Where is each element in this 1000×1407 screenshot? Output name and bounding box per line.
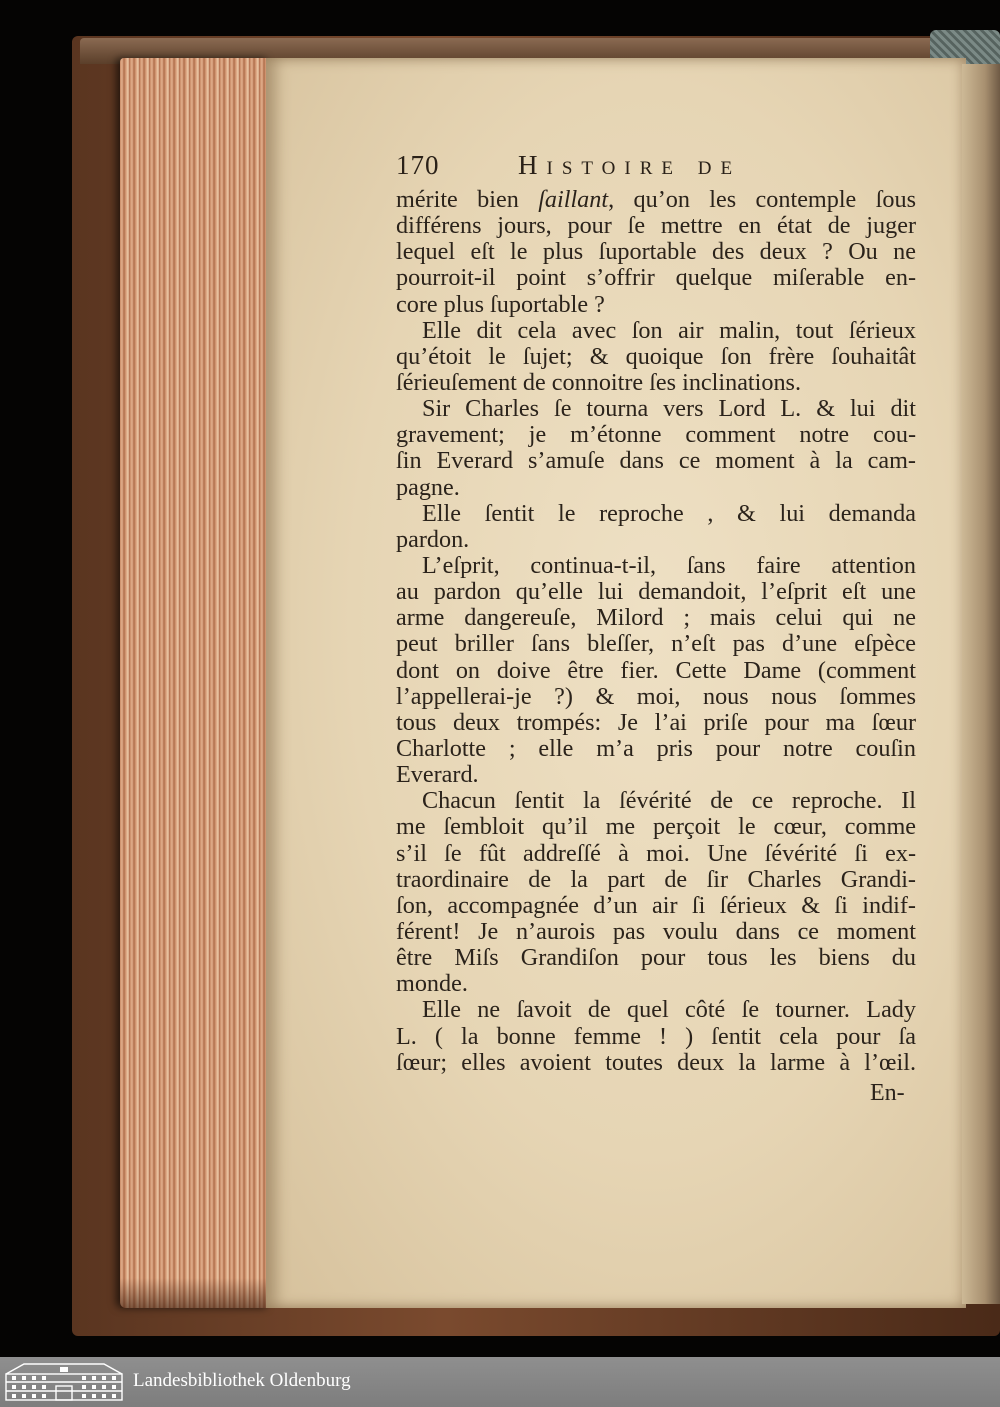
text-line bbox=[396, 344, 916, 370]
text-line bbox=[396, 1024, 916, 1050]
text-line bbox=[396, 239, 916, 265]
text-line bbox=[396, 448, 916, 474]
text-line bbox=[396, 997, 916, 1023]
text-line bbox=[396, 841, 916, 867]
text-segment: tous deux trompés: Je l’ai priſe pour ma ſœur bbox=[396, 708, 916, 736]
text-segment: dont on doive être fier. Cette Dame (comment bbox=[396, 656, 916, 684]
text-segment: au pardon qu’elle lui demandoit, l’eſprit eſt une bbox=[396, 578, 916, 606]
text-segment: différens jours, pour ſe mettre en état de juger bbox=[396, 212, 916, 240]
text-segment: ſin Everard s’amuſe dans ce moment à la cam- bbox=[396, 447, 916, 475]
running-head: Histoire de bbox=[518, 150, 742, 180]
text-segment: ſérieuſement de connoitre ſes inclinations. bbox=[396, 368, 802, 396]
text-segment: qu’étoit le ſujet; & quoique ſon frère ſouhaitât bbox=[396, 342, 916, 370]
text-line bbox=[396, 501, 916, 527]
text-line bbox=[396, 396, 916, 422]
text-segment: , qu’on les contemple ſous bbox=[608, 186, 916, 213]
text-segment: L. ( la bonne femme ! ) ſentit cela pour ſa bbox=[396, 1022, 916, 1050]
text-line bbox=[396, 527, 916, 553]
text-line bbox=[396, 814, 916, 840]
text-segment: pagne. bbox=[396, 473, 460, 501]
text-segment: monde. bbox=[396, 970, 468, 998]
library-name: Landesbibliothek Oldenburg bbox=[133, 1370, 351, 1391]
text-segment: Elle ne ſavoit de quel côté ſe tourner. Lady bbox=[422, 996, 916, 1024]
catchword: En- bbox=[870, 1080, 905, 1106]
text-segment: pardon. bbox=[396, 525, 470, 553]
text-line bbox=[396, 292, 916, 318]
page-body-text bbox=[396, 187, 916, 1076]
text-line bbox=[396, 762, 916, 788]
page-edges bbox=[120, 58, 270, 1308]
text-segment: l’appellerai-je ?) & moi, nous nous ſommes bbox=[396, 682, 916, 710]
text-segment: core plus ſuportable ? bbox=[396, 290, 605, 318]
text-segment: Charlotte ; elle m’a pris pour notre couſin bbox=[396, 734, 916, 762]
text-line bbox=[396, 867, 916, 893]
text-segment: Sir Charles ſe tourna vers Lord L. & lui dit bbox=[422, 395, 916, 423]
text-line bbox=[396, 187, 916, 213]
page-header bbox=[396, 150, 920, 186]
text-segment: Everard. bbox=[396, 761, 479, 789]
text-segment: L’eſprit, continua-t-il, ſans faire attention bbox=[422, 551, 916, 579]
text-line bbox=[396, 213, 916, 239]
page-number: 170 bbox=[396, 150, 440, 180]
facing-page-edge bbox=[962, 64, 1000, 1304]
text-line bbox=[396, 1050, 916, 1076]
text-segment: arme dangereuſe, Milord ; mais celui qui ne bbox=[396, 604, 916, 632]
italic-text: ſaillant bbox=[538, 186, 609, 213]
text-line bbox=[396, 893, 916, 919]
library-building-icon bbox=[2, 1360, 126, 1404]
library-footer bbox=[0, 1357, 1000, 1407]
text-line bbox=[396, 710, 916, 736]
text-segment: ſœur; elles avoient toutes deux la larme à l’œil. bbox=[396, 1048, 916, 1076]
text-segment: Elle ſentit le reproche , & lui demanda bbox=[422, 499, 916, 527]
text-segment: peut briller ſans bleſſer, n’eſt pas d’une eſpèce bbox=[396, 630, 916, 658]
text-line bbox=[396, 631, 916, 657]
text-segment: pourroit-il point s’offrir quelque miſerable en- bbox=[396, 264, 916, 292]
text-segment: Chacun ſentit la ſévérité de ce reproche. Il bbox=[422, 787, 916, 815]
text-line bbox=[396, 265, 916, 291]
text-line bbox=[396, 736, 916, 762]
text-segment: gravement; je m’étonne comment notre cou- bbox=[396, 421, 916, 449]
text-line bbox=[396, 318, 916, 344]
text-segment: mérite bien bbox=[396, 186, 539, 213]
text-line bbox=[396, 971, 916, 997]
text-segment: ſon, accompagnée d’un air ſi ſérieux & ſi indif- bbox=[396, 891, 916, 919]
text-segment: férent! Je n’aurois pas voulu dans ce moment bbox=[396, 917, 916, 945]
text-line bbox=[396, 579, 916, 605]
text-line bbox=[396, 422, 916, 448]
text-line bbox=[396, 605, 916, 631]
text-segment: me ſembloit qu’il me perçoit le cœur, comme bbox=[396, 813, 916, 841]
text-segment: Elle dit cela avec ſon air malin, tout ſérieux bbox=[422, 316, 916, 344]
text-segment: lequel eſt le plus ſuportable des deux ? Ou ne bbox=[396, 238, 916, 266]
text-segment: s’il ſe fût addreſſé à moi. Une ſévérité ſi ex- bbox=[396, 839, 916, 867]
text-line bbox=[396, 788, 916, 814]
text-line bbox=[396, 475, 916, 501]
text-line bbox=[396, 370, 916, 396]
text-segment: être Miſs Grandiſon pour tous les biens du bbox=[396, 944, 916, 972]
text-line bbox=[396, 919, 916, 945]
text-line bbox=[396, 945, 916, 971]
text-line bbox=[396, 553, 916, 579]
text-segment: traordinaire de la part de ſir Charles Grandi- bbox=[396, 865, 916, 893]
text-line bbox=[396, 684, 916, 710]
text-line bbox=[396, 658, 916, 684]
